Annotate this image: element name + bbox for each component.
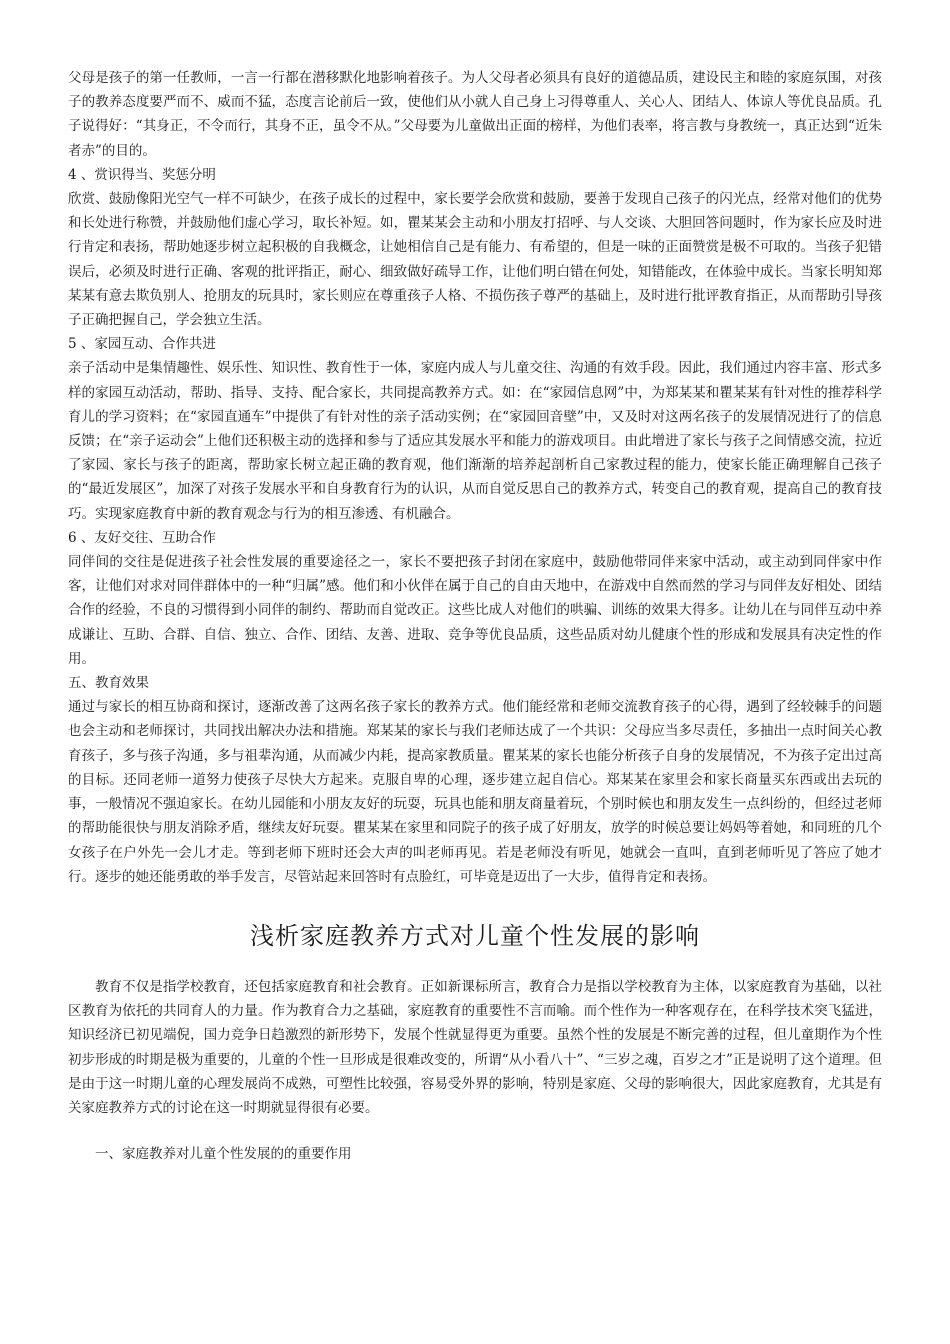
section-5-heading: 5 、家园互动、合作共进 (68, 336, 216, 353)
article-title: 浅析家庭教养方式对儿童个性发展的影响 (250, 921, 700, 950)
section-6-paragraph: 同伴间的交往是促进孩子社会性发展的重要途径之一，家长不要把孩子封闭在家庭中，鼓励他带同伴来家中活动，或主动到同伴家中作客，让他们对求对同伴群体中的一种“归属”感。他们和小伙伴在属于自己的自由天地中，在游戏中自然而然的学习与同伴友好相处、团结合作的经验，不良的习惯得到小同伴的制约、帮助而自觉改正。这些比成人对他们的哄骗、训练的效果大得多。让幼儿在与同伴互动中养成谦让、互助、合群、自信、独立、合作、团结、友善、进取、竞争等优良品质，这些品质对幼儿健康个性的形成和发展具有决定性的作用。 (68, 554, 882, 667)
section-4-heading: 4 、赏识得当、奖惩分明 (68, 166, 216, 183)
section-5-paragraph: 亲子活动中是集情趣性、娱乐性、知识性、教育性于一体，家庭内成人与儿童交往、沟通的有效手段。因此，我们通过内容丰富、形式多样的家园互动活动，帮助、指导、支持、配合家长，共同提高教养方式。如：在“家园信息网”中，为郑某某和瞿某某有针对性的推荐科学育儿的学习资料；在“家园直通车”中提供了有针对性的亲子活动实例；在“家园回音壁”中，又及时对这两名孩子的发展情况进行了的信息反馈；在“亲子运动会”上他们还积极主动的选择和参与了适应其发展水平和能力的游戏项目。由此增进了家长与孩子之间情感交流，拉近了家园、家长与孩子的距离，帮助家长树立起正确的教育观，他们渐渐的培养起剖析自己家教过程的能力，使家长能正确理解自己孩子的“最近发展区”，加深了对孩子发展水平和自身教育行为的认识，从而自觉反思自己的教养方式，转变自己的教育观，提高自己的教育技巧。实现家庭教育中新的教育观念与行为的相互渗透、有机融合。 (68, 360, 882, 522)
section-five-heading: 五、教育效果 (68, 675, 149, 692)
section-4-paragraph: 欣赏、鼓励像阳光空气一样不可缺少，在孩子成长的过程中，家长要学会欣赏和鼓励，要善于发现自己孩子的闪光点，经常对他们的优势和长处进行称赞，并鼓励他们虚心学习，取长补短。如，瞿某某会主动和小朋友打招呼、与人交谈、大胆回答问题时，作为家长应及时进行肯定和表扬，帮助她逐步树立起积极的自我概念，让她相信自己是有能力、有希望的，但是一味的正面赞赏是极不可取的。当孩子犯错误后，必须及时进行正确、客观的批评指正，耐心、细致做好疏导工作，让他们明白错在何处，知错能改，在体验中成长。当家长明知郑某某有意去欺负别人、抢朋友的玩具时，家长则应在尊重孩子人格、不损伤孩子尊严的基础上，及时进行批评教育指正，从而帮助引导孩子正确把握自己，学会独立生活。 (68, 191, 882, 329)
intro-paragraph: 父母是孩子的第一任教师，一言一行都在潜移默化地影响着孩子。为人父母者必须具有良好的道德品质，建设民主和睦的家庭氛围，对孩子的教养态度要严而不、威而不猛，态度言论前后一致，使他们从小就人自己身上习得尊重人、关心人、团结人、体谅人等优良品质。孔子说得好：“其身正，不令而行，其身不正，虽令不从。”父母要为儿童做出正面的榜样，为他们表率，将言教与身教统一，真正达到“近朱者赤”的目的。 (68, 70, 882, 159)
section-five-paragraph: 通过与家长的相互协商和探讨，逐渐改善了这两名孩子家长的教养方式。他们能经常和老师交流教育孩子的心得，遇到了经较棘手的问题也会主动和老师探讨，共同找出解决办法和措施。郑某某的家长与我们老师达成了一个共识：父母应当多尽责任，多抽出一点时间关心教育孩子，多与孩子沟通，多与祖辈沟通，从而减少内耗，提高家教质量。瞿某某的家长也能分析孩子自身的发展情况，不为孩子定出过高的目标。还同老师一道努力使孩子尽快大方起来。克服自卑的心理，逐步建立起自信心。郑某某在家里会和家长商量买东西或出去玩的事，一般情况不强迫家长。在幼儿园能和小朋友友好的玩耍，玩具也能和朋友商量着玩，个别时候也和朋友发生一点纠纷的，但经过老师的帮助能很快与朋友消除矛盾，继续友好玩耍。瞿某某在家里和同院子的孩子成了好朋友，放学的时候总要让妈妈等着她，和同班的几个女孩子在户外先一会儿才走。等到老师下班时还会大声的叫老师再见。若是老师没有听见，她就会一直叫，直到老师听见了答应了她才行。逐步的她还能勇敢的举手发言，尽管站起来回答时有点脸红，可毕竟是迈出了一大步，值得肯定和表扬。 (68, 699, 882, 885)
article-intro-paragraph: 教育不仅是指学校教育，还包括家庭教育和社会教育。正如新课标所言，教育合力是指以学校教育为主体，以家庭教育为基础，以社区教育为依托的共同育人的力量。作为教育合力之基础，家庭教育的重要性不言而喻。而个性作为一种客观存在，在科学技术突飞猛进，知识经济已初见端倪，国力竞争日趋激烈的新形势下，发展个性就显得更为重要。虽然个性的发展是不断完善的过程，但儿童期作为个性初步形成的时期是极为重要的，儿童的个性一旦形成是很难改变的，所谓“从小看八十”、“三岁之魂，百岁之才”正是说明了这个道理。但是由于这一时期儿童的心理发展尚不成熟，可塑性比较强，容易受外界的影响，特别是家庭、父母的影响很大，因此家庭教育，尤其是有关家庭教养方式的讨论在这一时期就显得很有必要。 (68, 978, 882, 1116)
section-6-heading: 6 、友好交往、互助合作 (68, 529, 216, 546)
article-section-1-heading: 一、家庭教养对儿童个性发展的的重要作用 (95, 1146, 352, 1163)
document-page (68, 66, 882, 1166)
